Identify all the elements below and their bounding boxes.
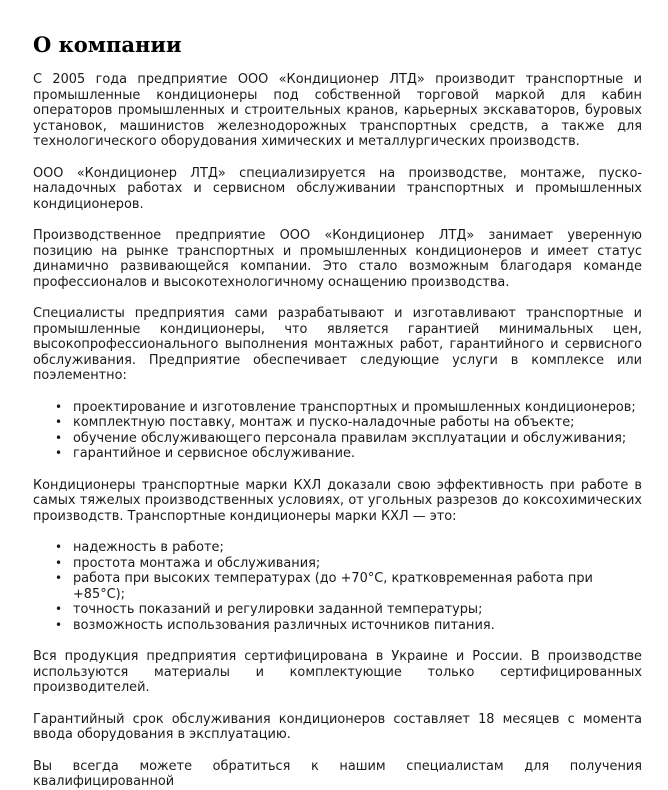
paragraph-khl-intro: Кондиционеры транспортные марки КХЛ доказали свою эффективность при работе в самых тяжелых производственных условиях, от угольных разрезов до коксохимических производств. Транспортные кондиционеры марки КХЛ — это: [33, 477, 642, 524]
article [33, 0, 642, 790]
features-list [33, 540, 642, 633]
paragraph-services-intro: Специалисты предприятия сами разрабатывают и изготавливают транспортные и промышленные кондиционеры, что является гарантией минимальных цен, высокопрофессионального выполнения монтажных работ, гарантийного и сервисного обслуживания. Предприятие обеспечивает следующие услуги в комплексе или поэлементно: [33, 306, 642, 383]
list-item: • точность показаний и регулировки заданной температуры; [55, 602, 483, 617]
list-item: • гарантийное и сервисное обслуживание. [55, 446, 355, 461]
paragraph-warranty: Гарантийный срок обслуживания кондиционеров составляет 18 месяцев с момента ввода оборудования в эксплуатацию. [33, 711, 642, 742]
paragraph-certification: Вся продукция предприятия сертифицирована в Украине и России. В производстве используются материалы и комплектующие только сертифицированных производителей. [33, 649, 642, 695]
list-item: • возможность использования различных источников питания. [55, 617, 495, 633]
paragraph-contact: Вы всегда можете обратиться к нашим специалистам для получения квалифицированной [33, 758, 642, 789]
bullet-icon: • [55, 571, 63, 585]
paragraph-market-position: Производственное предприятие ООО «Кондиционер ЛТД» занимает уверенную позицию на рынке транспортных и промышленных кондиционеров и имеет статус динамично развивающейся компании. Это стало возможным благодаря команде профессионалов и высокотехнологичному оснащению производства. [33, 228, 642, 290]
paragraph-specialization: ООО «Кондиционер ЛТД» специализируется на производстве, монтаже, пуско-наладочных работах и сервисном обслуживании транспортных и промышленных кондиционеров. [33, 165, 642, 212]
list-item: • надежность в работе; [55, 540, 224, 555]
article-body [33, 72, 642, 790]
bullet-icon: • [55, 617, 63, 632]
bullet-icon: • [55, 430, 63, 445]
services-list [33, 400, 642, 462]
list-item: • проектирование и изготовление транспортных и промышленных кондиционеров; [55, 399, 636, 415]
bullet-icon: • [55, 540, 63, 554]
list-item: • работа при высоких температурах (до +70°С, кратковременная работа при +85°С); [55, 571, 593, 602]
page-title: О компании [33, 32, 182, 57]
bullet-icon: • [55, 446, 63, 460]
list-item: • простота монтажа и обслуживания; [55, 555, 321, 571]
bullet-icon: • [55, 399, 63, 414]
bullet-icon: • [55, 415, 63, 429]
paragraph-intro: С 2005 года предприятие ООО «Кондиционер ЛТД» производит транспортные и промышленные кондиционеры под собственной торговой маркой для кабин операторов промышленных и строительных кранов, карьерных экскаваторов, буровых установок, машинистов железнодорожных транспортных средств, а также для технологического оборудования химических и металлургических производств. [33, 72, 642, 149]
list-item: • обучение обслуживающего персонала правилам эксплуатации и обслуживания; [55, 430, 627, 446]
list-item: • комплектную поставку, монтаж и пуско-наладочные работы на объекте; [55, 415, 575, 430]
bullet-icon: • [55, 555, 63, 570]
bullet-icon: • [55, 602, 63, 616]
